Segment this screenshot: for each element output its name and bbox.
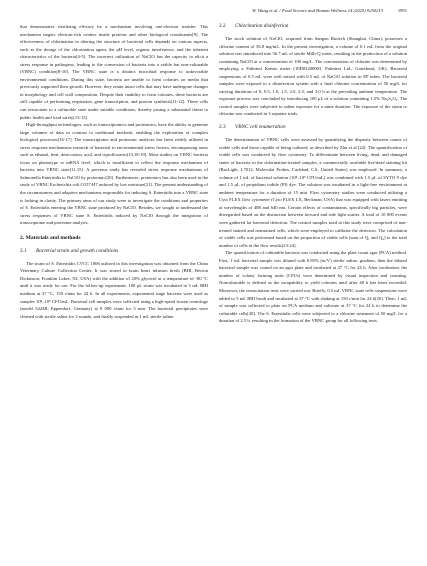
methods-paragraph-enumeration-1: The determination of VBNC cells were assessed by quantifying the disparity between counts of viable cells and those capable of being cultured, as described by Zhu et al.[22]. The quantification of viable cells was conducted by flow cytometry. To differentiate between living, dead, and damaged states of bacteria in the chlorination-treated samples, a commercially available live/dead staining kit (BacLight, L7012, Molecular Probes, Carlsbad, CA, United States) was employed. In summary, a volume of 1 mL of bacterial solution (10⁸–10⁹ CFU/mL) was combined with 1.5 μL of SYTO 9 dye and 1.5 μL of propidium iodide (PI) dye. The solution was incubated in a light-free environment at ambient temperature for a duration of 15 min. Flow cytometry studies were conducted utilizing a Cyto FLEX flow cytometer (Cyto FLEX LX, Beckman, USA) that was equipped with lasers emitting at wavelengths of 488 and 640 nm. Certain effects of contaminants, specifically big particles, were disregarded based on the distinction between forward and side light scatter. A total of 10 000 events were gathered for bacterial detection. The control samples used in this study were comprised of non-treated stained and nonstained cells, which were employed to calibrate the detectors. The calculation of viable cells was performed based on the proportion of viable cells (sum of Q₁ and Q₄) to the total number of cells in the flow results[23-24]. [219, 137, 407, 248]
intro-paragraph-1: that demonstrates sterilizing efficacy by a mechanism involving one-electron transfer. This mechanism targets electron-rich centers inside proteins and other biological constituents[9]. The effectiveness of chlorination in altering the structure of bacterial cells depends on various aspects, such as the dosage of the chlorination agent, the pH level, organic interference, and the inherent characteristics of the bacteria[4-5]. The incorrect utilization of NaClO has the capacity to elicit a stress response in pathogens, leading to the conversion of bacteria into a viable but non-culturable (VBNC) condition[8-10]. The VBNC state is a distinct microbial response to unfavorable environmental conditions. During this state, bacteria are unable to form colonies on media that previously supported their growth. However, they retain intact cells that may have undergone changes in morphology and cell wall composition. Despite their inability to form colonies, these bacteria are still capable of performing respiration, gene transcription, and protein synthesis[11-12]. These cells can resuscitate to a culturable state under suitable conditions, thereby posing a substantial threat to public health and food safety[13-15]. [20, 24, 208, 120]
subsection-heading-2-1 [20, 248, 208, 255]
methods-paragraph-enumeration-2: The quantification of culturable bacteria was conducted using the plate count agar (PCA) method. First, 1 mL bacterial sample was diluted with 0.85% (m/V) sterile saline; gradient, then the diluted bacterial sample was coated on an agar plate and incubated at 37 °C for 24 h. After incubation, the number of colony forming units (CFUs) were determined by visual inspection and counting. Nonculturable is defined as the incapability to yield colonies until after 48 h has been exceeded. Moreover, the resuscitation tests were carried out. Briefly, 0.5 mL VBNC state cells suspensions were added to 5 mL BHI broth and incubated at 37 °C with shaking at 150 r/min for 24 h[20]. Then, 1 mL of sample was collected to plate on PCA medium and cultivate at 37 °C for 24 h to determine the culturable cells[20]. The S. Enteritidis cells were subjected to a chlorine treatment of 50 mg/L for a duration of 2.5 h, resulting in the formation of the VBNC group for all following tests. [219, 250, 407, 324]
running-header [20, 6, 407, 16]
page-number: 1991 [397, 8, 407, 13]
subsection-title: Bacterial strain and growth conditions [36, 247, 119, 254]
journal-citation: W. Wang et al. / Food Science and Human Wellness 14 (2025) 9250213 [252, 8, 383, 13]
left-column [20, 23, 208, 320]
subsection-number: 2.2 [219, 23, 226, 29]
subsection-title: Chlorination disinfection [235, 23, 289, 29]
subsection-title: VBNC cell enumeration [235, 124, 286, 131]
section-heading-methods: 2. Materials and methods [20, 234, 81, 241]
right-column [219, 23, 407, 325]
subsection-number: 2.3 [219, 124, 226, 131]
subsection-heading-2-3 [219, 124, 407, 131]
subsection-number: 2.1 [20, 247, 27, 254]
methods-paragraph-strain: The strain of S. Enteritidis CVCC 1806 utilized in this investigation was obtained from the China Veterinary Culture Collection Center. It was stored in brain heart infusion broth (BHI, Becton Dickinson, Franklin Lakes, NJ, USA) with the addition of 20% glycerol at a temperature of -80 °C until it was ready for use. For the follow-up experiment, 100 μL strain was incubated in 5 mL BHI medium at 37 °C, 150 r/min for 24 h. In all experiments, exponential stage bacteria were used as samples 10⁸–10⁹ CFU/mL. Bacterial cell samples were collected using a high-speed frozen centrifuge (model 5424R, Eppendorf, Germany) at 8 000 r/min for 5 min. The bacterial precipitates were cleaned with sterile saline for 3 rounds, and finally suspended in 1 mL sterile saline. [20, 260, 208, 319]
methods-paragraph-chlorination: The stock solution of NaClO, acquired from Sangon Biotech (Shanghai, China), possesses a chlorine content of 56.8 mg/mL. In the present investigation, a volume of 0.1 mL from the original solution was introduced into 56.7 mL of sterile Milli-Q water, resulting in the production of a solution containing NaClO at a concentration of 100 mg/L. The concentration of chlorine was determined by employing a Palintest Kemio meter (10D03200003, Palintest Ltd., Gateshead, UK). Bacterial suspensions of 0.5 mL were well mixed with 0.5 mL of NaClO solution in EP tubes. The bacterial samples were exposed to a disinfection system with a final chlorine concentration of 50 mg/L for varying durations of 0, 0.5, 1.0, 1.5, 2.0, 2.5, and 3.0 h at the prevailing ambient temperature. The exposure process was concluded by introducing 100 μL of a solution containing 1.5% Na₂S₂O₃. The control samples were subjected to saline exposure for a same duration. The exposure of the strain to chlorine was conducted in 3 separate trials. [219, 36, 407, 117]
intro-paragraph-2: High-throughput technologies, such as transcriptomics and proteomics, have the ability to generate large volumes of data in contrast to traditional methods, enabling the exploration of complex biological processes[16-17]. The transcriptome and proteomic analyses has been widely utilized in stress response mechanisms research of bacterial to environmental stress factors, encompassing areas such as ethanol, heat, desiccation, acid, and ciprofloxacin[13,18-19]. Most studies on VBNC bacteria focus on phenotype or mRNA level, which is insufficient to reflect the response mechanism of bacteria into VBNC state[11,15]. A previous study has revealed stress response mechanisms of Salmonella Enteritidis to NaClO by proteomic[20]. Furthermore, proteomics has also been used in the study of VBNC Escherichia coli O157:H7 induced by low moisture[21]. The present understanding of the circumstances and adaptive mechanisms responsible for inducing S. Enteritidis into a VBNC state is lacking in clarity. The primary aims of our study were to investigate the conditions and properties of S. Enteritidis entering the VBNC state produced by NaClO. Besides, we sought to understand the stress responses of VBNC state S. Enteritidis induced by NaClO through the integration of transcriptome and proteome analysis. [20, 122, 208, 226]
subsection-heading-2-2 [219, 23, 407, 30]
